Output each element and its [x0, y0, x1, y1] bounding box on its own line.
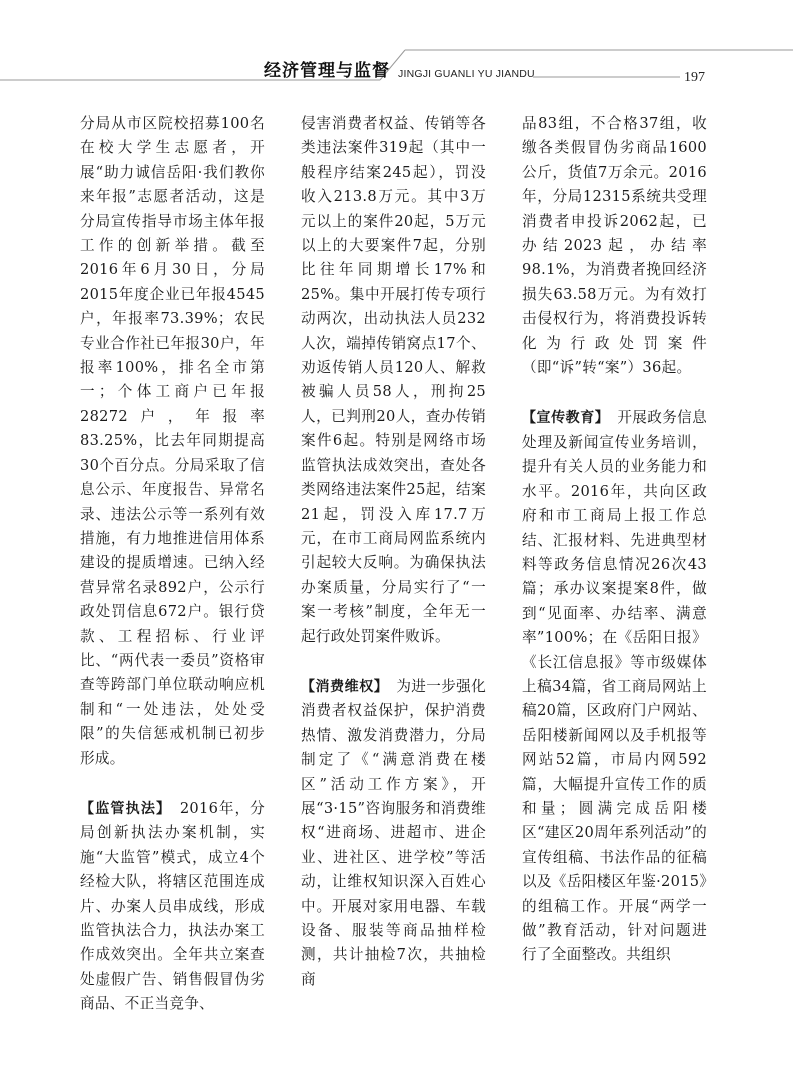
column-2	[301, 112, 486, 992]
section-subtitle: JINGJI GUANLI YU JIANDU	[398, 68, 535, 80]
paragraph	[301, 675, 486, 992]
header-rule	[0, 0, 793, 90]
paragraph: 品83组，不合格37组，收缴各类假冒伪劣商品1600公斤，货值7万余元。2016年，分局12315系统共受理消费者申投诉2062起，已办结2023起，办结率98.1%，为消费者挽回经济损失63.58万元。为有效打击侵权行为，将消费投诉转化为行政处罚案件（即“诉”转“案”）36起。	[522, 115, 707, 377]
paragraph: 分局从市区院校招募100名在校大学生志愿者，开展“助力诚信岳阳·我们教你来年报”志愿者活动，这是分局宣传指导市场主体年报工作的创新举措。截至2016年6月30日，分局2015年度企业已年报4545户，年报率73.39%；农民专业合作社已年报30户，年报率100%，排名全市第一；个体工商户已年报28272户，年报率83.25%，比去年同期提高30个百分点。分局采取了信息公示、年度报告、异常名录、违法公示等一系列有效措施，有力地推进信用体系建设的提质增速。已纳入经营异常名录892户，公示行政处罚信息672户。银行贷款、工程招标、行业评比、“两代表一委员”资格审查等跨部门单位联动响应机制和“一处违法，处处受限”的失信惩戒机制已初步形成。	[80, 115, 265, 767]
paragraph-text: 开展政务信息处理及新闻宣传业务培训，提升有关人员的业务能力和水平。2016年，共向区政府和市工商局上报工作总结、汇报材料、先进典型材料等政务信息情况26次43篇；承办议案提案8件，做到“见面率、办结率、满意率”100%；在《岳阳日报》《长江信息报》等市级媒体上稿34篇，省工商局网站上稿20篇，区政府门户网站、岳阳楼新闻网以及手机报等网站52篇，市局内网592篇，大幅提升宣传工作的质和量；圆满完成岳阳楼区“建区20周年系列活动”的宣传组稿、书法作品的征稿以及《岳阳楼区年鉴·2015》的组稿工作。开展“两学一做”教育活动，针对问题进行了全面整改。共组织	[522, 409, 707, 964]
column-1	[80, 112, 265, 1017]
section-heading: 【监管执法】	[80, 800, 165, 817]
paragraph-text: 为进一步强化消费者权益保护，保护消费热情、激发消费潜力，分局制定了《“满意消费在楼区”活动工作方案》，开展“3·15”咨询服务和消费维权“进商场、进超市、进企业、进社区、进学校”等活动，让维权知识深入百姓心中。开展对家用电器、车载设备、服装等商品抽样检测，共计抽检7次，共抽检商	[301, 677, 486, 988]
paragraph: 侵害消费者权益、传销等各类违法案件319起（其中一般程序结案245起），罚没收入213.8万元。其中3万元以上的案件20起，5万元以上的大要案件7起，分别比往年同期增长17%和25%。集中开展打传专项行动两次，出动执法人员232人次，端掉传销窝点17个、劝返传销人员120人、解救被骗人员58人，刑拘25人，已判刑20人，查办传销案件6起。特别是网络市场监管执法成效突出，查处各类网络违法案件25起，结案21起，罚没入库17.7万元，在市工商局网监系统内引起较大反响。为确保执法办案质量，分局实行了“一案一考核”制度，全年无一起行政处罚案件败诉。	[301, 115, 486, 645]
section-heading: 【消费维权】	[301, 678, 382, 695]
paragraph-text: 2016年，分局创新执法办案机制，实施“大监管”模式，成立4个经检大队，将辖区范围连成片、办案人员串成线，形成监管执法合力，执法办案工作成效突出。全年共立案查处虚假广告、销售假冒伪劣商品、不正当竞争、	[80, 799, 265, 1013]
paragraph	[522, 406, 707, 967]
column-3	[522, 112, 707, 968]
page-number: 197	[684, 70, 705, 85]
section-heading: 【宣传教育】	[522, 410, 603, 427]
paragraph	[80, 797, 265, 1017]
section-title: 经济管理与监督	[264, 61, 390, 81]
